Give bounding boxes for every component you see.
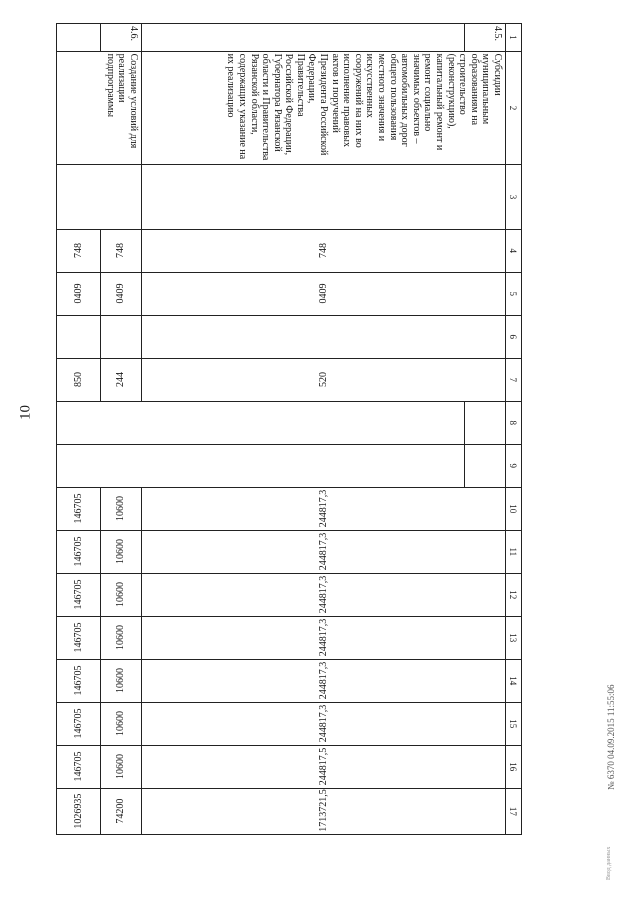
table-row xyxy=(465,24,506,835)
cell: 0409 xyxy=(101,272,142,315)
cell: 244817,3 xyxy=(142,530,506,573)
column-header: 16 xyxy=(506,745,522,788)
column-header: 5 xyxy=(506,272,522,315)
cell: 1026935 xyxy=(57,788,101,834)
column-number-row xyxy=(506,24,522,835)
cell: 10600 xyxy=(101,573,142,616)
cell: 10600 xyxy=(101,659,142,702)
row-description: Субсидии муниципальным образованиям на строительство (реконструкцию), капитальный ремонт и ремонт социально значимых объектов – автомобильных дорог общего пользования местного значения и искусственных сооружений на них во исполнение правовых актов и поручений Президента Российской Федерации, Правительства Российской Федерации, Губернатора Рязанской области и Правительства Рязанской области, содержащих указание на их реализацию xyxy=(142,51,506,165)
cell: 146705 xyxy=(57,616,101,659)
column-header: 11 xyxy=(506,530,522,573)
cell: 10600 xyxy=(101,530,142,573)
column-header: 1 xyxy=(506,24,522,52)
column-header: 3 xyxy=(506,165,522,230)
cell xyxy=(142,24,465,52)
cell: 10600 xyxy=(101,702,142,745)
cell: 244817,3 xyxy=(142,702,506,745)
column-header: 10 xyxy=(506,487,522,530)
registration-stamp: № 6370 04.09.2015 11:55:06 xyxy=(606,684,616,790)
column-header: 8 xyxy=(506,401,522,444)
cell: 520 xyxy=(142,358,506,401)
cell xyxy=(465,401,506,444)
cell: 0409 xyxy=(57,272,101,315)
page-number: 10 xyxy=(17,405,34,420)
cell: 748 xyxy=(142,229,506,272)
cell xyxy=(101,315,142,358)
budget-table xyxy=(56,23,522,835)
row-index: 4.5. xyxy=(465,24,506,52)
column-header: 17 xyxy=(506,788,522,834)
cell: 74200 xyxy=(101,788,142,834)
budget-table-rotated xyxy=(57,23,522,835)
cell xyxy=(57,315,101,358)
column-header: 7 xyxy=(506,358,522,401)
column-header: 6 xyxy=(506,315,522,358)
cell: 146705 xyxy=(57,745,101,788)
cell: 146705 xyxy=(57,702,101,745)
cell: 244817,5 xyxy=(142,745,506,788)
cell: 244817,3 xyxy=(142,487,506,530)
column-header: 12 xyxy=(506,573,522,616)
cell: 244817,3 xyxy=(142,659,506,702)
column-header: 13 xyxy=(506,616,522,659)
cell xyxy=(57,401,465,444)
cell: 10600 xyxy=(101,616,142,659)
row-index: 4.6. xyxy=(101,24,142,52)
cell: 146705 xyxy=(57,487,101,530)
cell xyxy=(57,444,465,487)
cell: 146705 xyxy=(57,530,101,573)
cell xyxy=(465,444,506,487)
cell: 0409 xyxy=(142,272,506,315)
cell: 748 xyxy=(57,229,101,272)
cell: 244817,3 xyxy=(142,616,506,659)
cell: 1713721,5 xyxy=(142,788,506,834)
column-header: 9 xyxy=(506,444,522,487)
row-description: Создание условий для реализации подпрограммы xyxy=(57,51,142,165)
column-header: 14 xyxy=(506,659,522,702)
cell: 146705 xyxy=(57,573,101,616)
cell: 244817,3 xyxy=(142,573,506,616)
column-header: 15 xyxy=(506,702,522,745)
column-header: 4 xyxy=(506,229,522,272)
cell: 850 xyxy=(57,358,101,401)
row-index xyxy=(57,24,101,52)
cell xyxy=(142,315,506,358)
cell: 748 xyxy=(101,229,142,272)
cell xyxy=(142,165,506,230)
cell xyxy=(57,165,142,230)
faint-stamp: Ввод данных xyxy=(606,846,612,880)
column-header: 2 xyxy=(506,51,522,165)
cell: 10600 xyxy=(101,745,142,788)
cell: 10600 xyxy=(101,487,142,530)
cell: 146705 xyxy=(57,659,101,702)
cell: 244 xyxy=(101,358,142,401)
